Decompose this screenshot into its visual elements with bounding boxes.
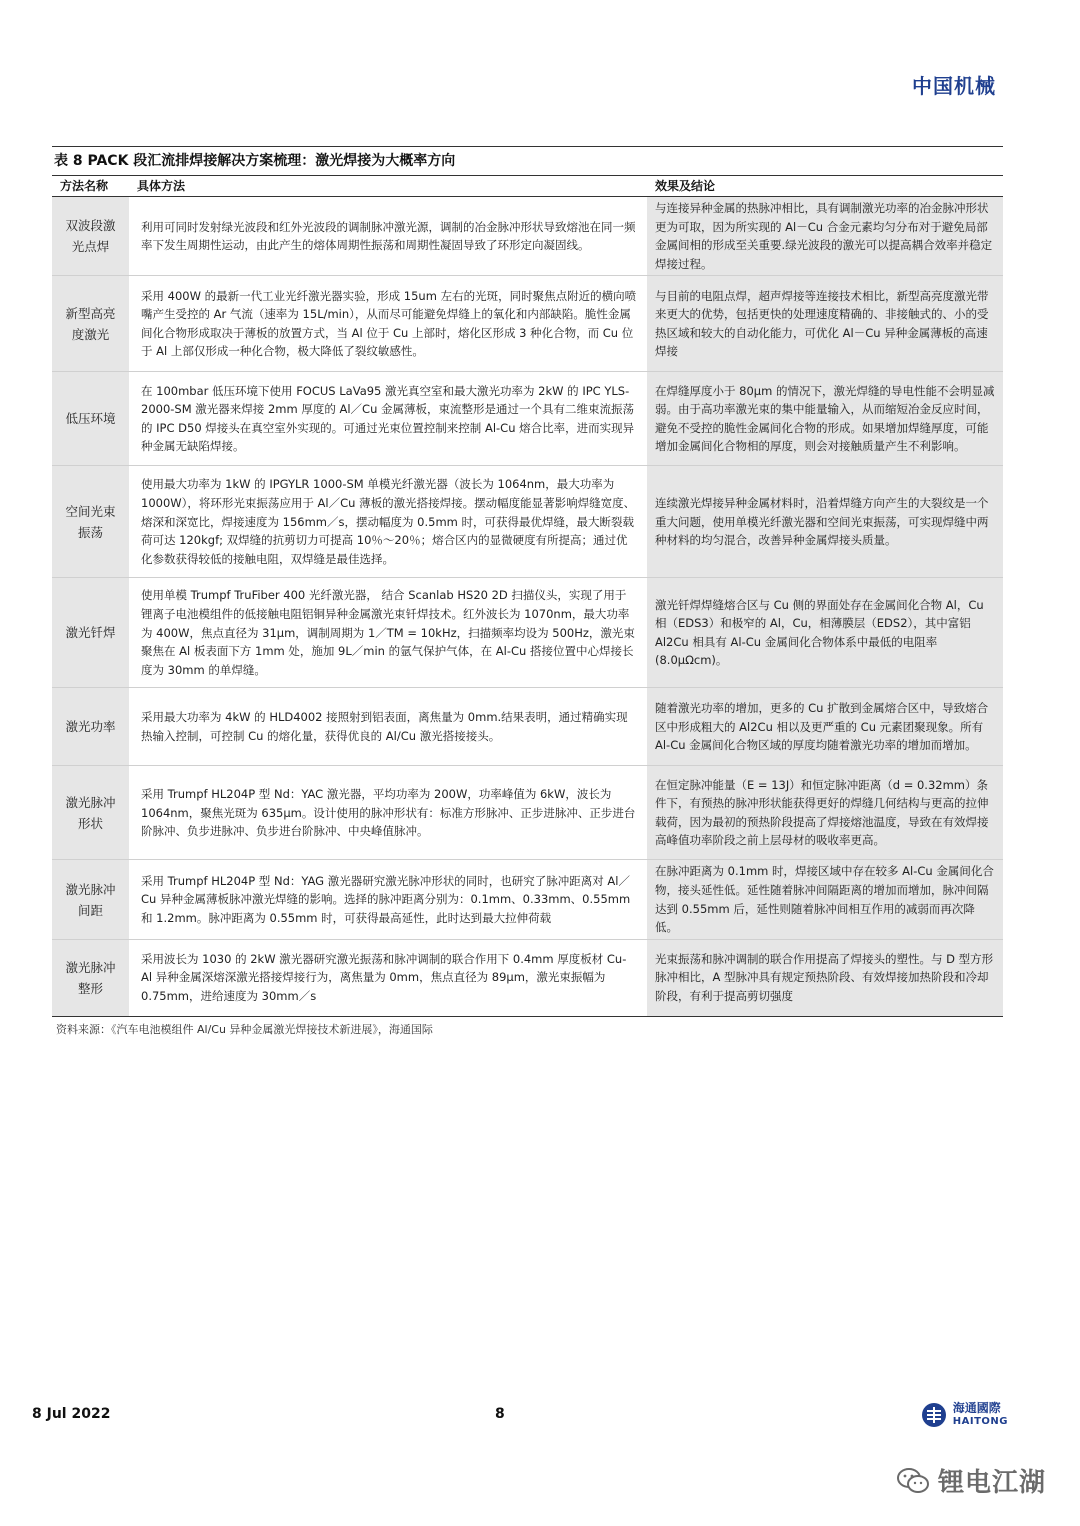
table-header-row [52, 176, 1003, 197]
effect-cell: 激光钎焊焊缝熔合区与 Cu 侧的界面处存在金属间化合物 Al，Cu 相（EDS3）和极窄的 Al，Cu，相薄膜层（EDS2），其中富铝 Al2Cu 相具有 Al-Cu 金属间化合物体系中最低的电阻率(8.0μΩcm)。 [647, 578, 1003, 688]
haitong-logo [921, 1402, 1008, 1428]
method-cell: 空间光束振荡 [52, 466, 129, 578]
effect-cell: 在脉冲距离为 0.1mm 时，焊接区域中存在较多 Al-Cu 金属间化合物，接头延性低。延性随着脉冲间隔距离的增加而增加，脉冲间隔达到 0.55mm 后，延性则随着脉冲间相互作用的减弱而再次降低。 [647, 860, 1003, 939]
table-row [52, 466, 1003, 578]
method-cell: 激光脉冲整形 [52, 939, 129, 1016]
table-row [52, 276, 1003, 372]
haitong-logo-icon [921, 1402, 947, 1428]
wechat-icon [896, 1466, 930, 1496]
detail-cell: 利用可同时发射绿光波段和红外光波段的调制脉冲激光源，调制的冶金脉冲形状导致熔池在同一频率下发生周期性运动，由此产生的熔体周期性振荡和周期性凝固导致了环形定向凝固线。 [129, 197, 647, 276]
table-row [52, 939, 1003, 1016]
detail-cell: 使用最大功率为 1kW 的 IPGYLR 1000-SM 单模光纤激光器（波长为 1064nm，最大功率为 1000W），将环形光束振荡应用于 Al／Cu 薄板的激光搭接焊接。摆动幅度能显著影响焊缝宽度、熔深和深宽比，焊接速度为 156mm／s，摆动幅度为 0.5mm 时，可获得最优焊缝，最大断裂载荷可达 120kgf; 双焊缝的抗剪切力可提高 10％～20％；熔合区内的显微硬度有所提高；通过优化参数获得较低的接触电阻，双焊缝是最佳选择。 [129, 466, 647, 578]
method-cell: 双波段激光点焊 [52, 197, 129, 276]
solutions-table-section [52, 146, 1003, 1037]
table-row [52, 860, 1003, 939]
logo-text-cn: 海通國際 [952, 1401, 1001, 1415]
source-note: 资料来源：《汽车电池模组件 Al/Cu 异种金属激光焊接技术新进展》，海通国际 [56, 1022, 433, 1036]
table-row [52, 688, 1003, 766]
table-row [52, 197, 1003, 276]
method-cell: 低压环境 [52, 372, 129, 466]
header-brand: 中国机械 [912, 74, 996, 98]
effect-cell: 与连接异种金属的热脉冲相比，具有调制激光功率的冶金脉冲形状更为可取，因为所实现的 Al－Cu 合金元素均匀分布对于避免局部金属间相的形成至关重要.绿光波段的激光可以提高耦合效率并稳定焊接过程。 [647, 197, 1003, 276]
table-row [52, 578, 1003, 688]
detail-cell: 采用波长为 1030 的 2kW 激光器研究激光振荡和脉冲调制的联合作用下 0.4mm 厚度板材 Cu-Al 异种金属深熔深激光搭接焊接行为，离焦量为 0mm，焦点直径为 89μm，激光束振幅为 0.75mm，进给速度为 30mm／s [129, 939, 647, 1016]
table-row [52, 372, 1003, 466]
method-cell: 激光钎焊 [52, 578, 129, 688]
table-title: 表 8 PACK 段汇流排焊接解决方案梳理：激光焊接为大概率方向 [52, 146, 1003, 175]
page-number: 8 [495, 1406, 505, 1422]
column-header-effect: 效果及结论 [647, 176, 1003, 197]
detail-cell: 采用 Trumpf HL204P 型 Nd：YAC 激光器，平均功率为 200W，功率峰值为 6kW，波长为 1064nm，聚焦光斑为 635μm。设计使用的脉冲形状有：标准方形脉冲、正步进脉冲、正步进台阶脉冲、负步进脉冲、负步进台阶脉冲、中央峰值脉冲。 [129, 766, 647, 860]
table-row [52, 766, 1003, 860]
column-header-method: 方法名称 [52, 176, 129, 197]
detail-cell: 采用最大功率为 4kW 的 HLD4002 接照射到铝表面，离焦量为 0mm.结果表明，通过精确实现热输入控制，可控制 Cu 的熔化量，获得优良的 Al/Cu 激光搭接接头。 [129, 688, 647, 766]
detail-cell: 使用单模 Trumpf TruFiber 400 光纤激光器， 结合 Scanlab HS20 2D 扫描仪头，实现了用于锂离子电池模组件的低接触电阻铝铜异种金属激光束钎焊技术。红外波长为 1070nm，最大功率为 400W，焦点直径为 31μm，调制周期为 1／TM = 10kHz，扫描频率均设为 500Hz，激光束聚焦在 Al 板表面下方 1mm 处，施加 9L／min 的氩气保护气体，在 Al-Cu 搭接位置中心焊接长度为 30mm 的单焊缝。 [129, 578, 647, 688]
column-header-detail: 具体方法 [129, 176, 647, 197]
effect-cell: 光束振荡和脉冲调制的联合作用提高了焊接头的塑性。与 D 型方形脉冲相比，A 型脉冲具有规定预热阶段、有效焊接加热阶段和冷却阶段，有利于提高剪切强度 [647, 939, 1003, 1016]
effect-cell: 在恒定脉冲能量（E = 13J）和恒定脉冲距离（d = 0.32mm）条件下，有预热的脉冲形状能获得更好的焊缝几何结构与更高的拉伸载荷，因为最初的预热阶段提高了焊接熔池温度，导致在有效焊接高峰值功率阶段之前上层母材的吸收率更高。 [647, 766, 1003, 860]
method-cell: 激光功率 [52, 688, 129, 766]
detail-cell: 在 100mbar 低压环境下使用 FOCUS LaVa95 激光真空室和最大激光功率为 2kW 的 IPC YLS-2000-SM 激光器来焊接 2mm 厚度的 Al／Cu 金属薄板，束流整形是通过一个具有二维束流振荡的 IPC D50 焊接头在真空室外实现的。可通过光束位置控制来控制 Al-Cu 熔合比率，进而实现异种金属无缺陷焊接。 [129, 372, 647, 466]
footer-date: 8 Jul 2022 [32, 1406, 111, 1422]
method-cell: 激光脉冲形状 [52, 766, 129, 860]
effect-cell: 随着激光功率的增加，更多的 Cu 扩散到金属熔合区中，导致熔合区中形成粗大的 Al2Cu 相以及更严重的 Cu 元素团聚现象。所有 Al-Cu 金属间化合物区域的厚度均随着激光功率的增加而增加。 [647, 688, 1003, 766]
effect-cell: 在焊缝厚度小于 80μm 的情况下，激光焊缝的导电性能不会明显减弱。由于高功率激光束的集中能量输入，从而缩短冶金反应时间，避免不受控的脆性金属间化合物的形成。如果增加焊缝厚度，可能增加金属间化合物相的厚度，则会对接触质量产生不利影响。 [647, 372, 1003, 466]
effect-cell: 连续激光焊接异种金属材料时，沿着焊缝方向产生的大裂纹是一个重大问题，使用单模光纤激光器和空间光束振荡，可实现焊缝中两种材料的均匀混合，改善异种金属焊接头质量。 [647, 466, 1003, 578]
logo-text-en: HAITONG [952, 1416, 1008, 1427]
solutions-table [52, 175, 1003, 1017]
watermark [896, 1462, 1046, 1499]
detail-cell: 采用 Trumpf HL204P 型 Nd：YAG 激光器研究激光脉冲形状的同时，也研究了脉冲距离对 Al／Cu 异种金属薄板脉冲激光焊缝的影响。选择的脉冲距离分别为：0.1mm、0.33mm、0.55mm 和 1.2mm。脉冲距离为 0.55mm 时，可获得最高延性，此时达到最大拉伸荷载 [129, 860, 647, 939]
detail-cell: 采用 400W 的最新一代工业光纤激光器实验，形成 15um 左右的光斑，同时聚焦点附近的横向喷嘴产生受控的 Ar 气流（速率为 15L/min），从而尽可能避免焊缝上的氧化和内部缺陷。脆性金属间化合物形成取决于薄板的放置方式，当 Al 位于 Cu 上部时，熔化区形成 3 种化合物，而 Cu 位于 Al 上部仅形成一种化合物，极大降低了裂纹敏感性。 [129, 276, 647, 372]
method-cell: 新型高亮度激光 [52, 276, 129, 372]
effect-cell: 与目前的电阻点焊，超声焊接等连接技术相比，新型高亮度激光带来更大的优势，包括更快的处理速度精确的、非接触式的、小的受热区域和较大的自动化能力，可优化 Al－Cu 异种金属薄板的高速焊接 [647, 276, 1003, 372]
watermark-text: 锂电江湖 [937, 1468, 1046, 1498]
method-cell: 激光脉冲间距 [52, 860, 129, 939]
